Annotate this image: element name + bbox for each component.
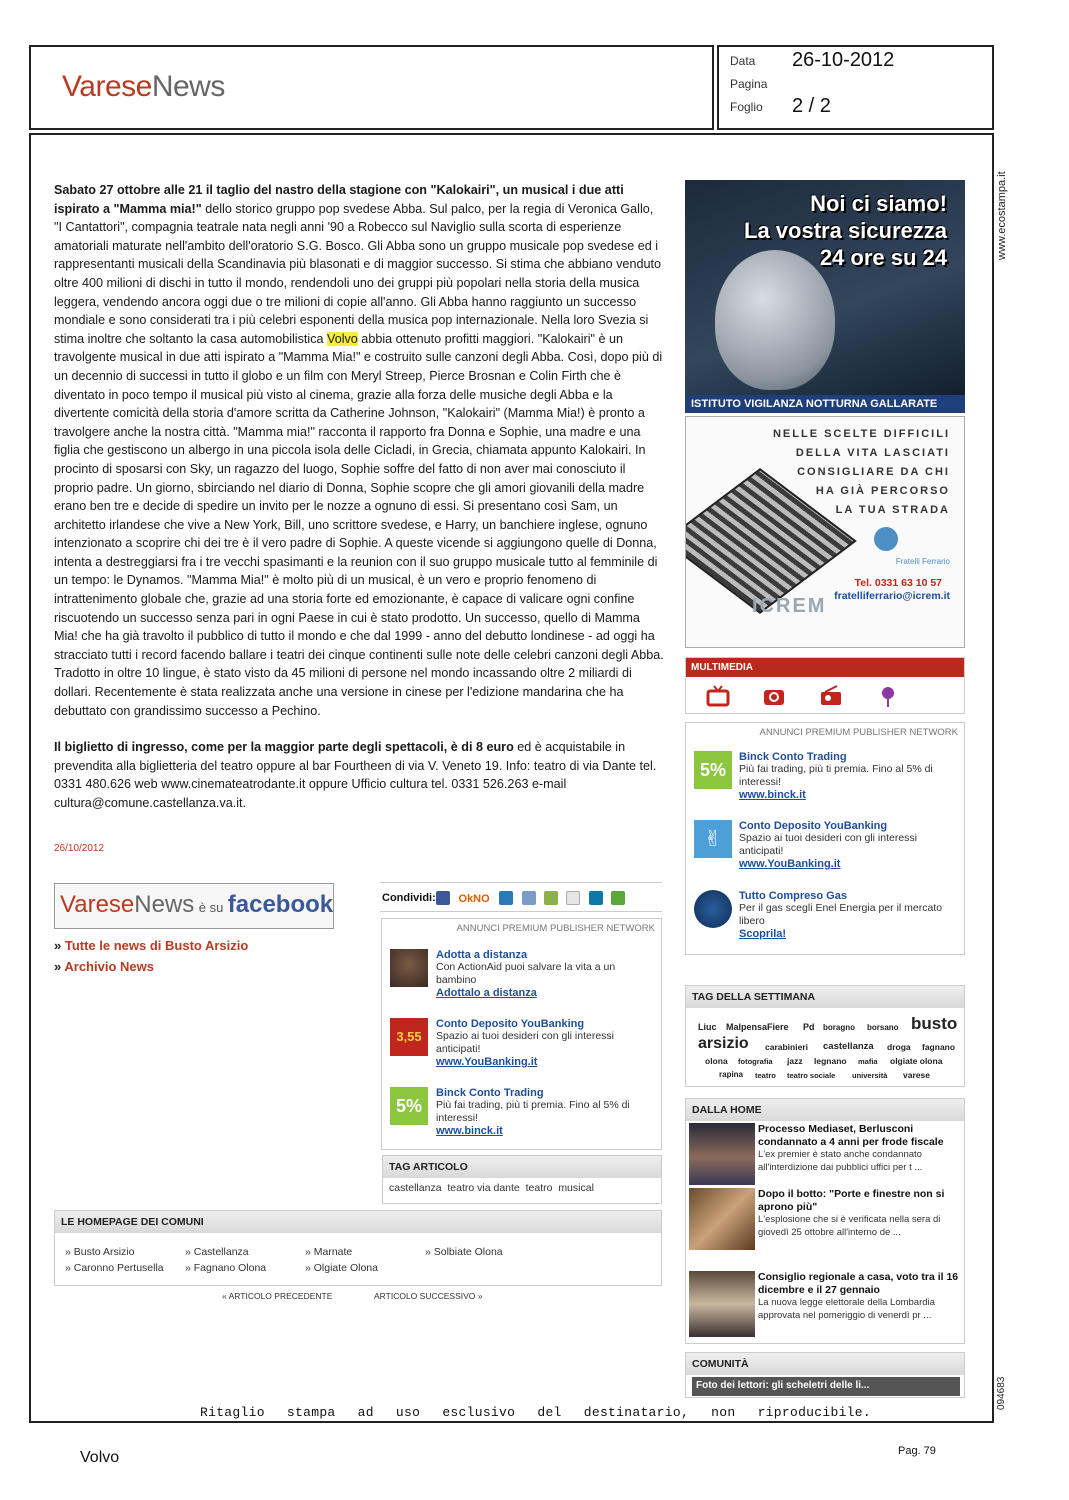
article-paragraph-2: Il biglietto di ingresso, come per la maggior parte degli spettacoli, è di 8 euro ed è acquistabile in prevendita alla biglietteria del teatro oppure al bar Fourtheen di via V. Veneto 19. Info: teatro di via Dante tel. 0331 480.626 web www.cinemateatrodante.it oppure Ufficio cultura tel. 0331 526.263 e-mail cultura@comune.castellanza.va.it.	[54, 740, 657, 810]
tag-link[interactable]: musical	[558, 1182, 594, 1194]
comune-link[interactable]: » Busto Arsizio	[65, 1246, 135, 1258]
comunita-item[interactable]: Foto dei lettori: gli scheletri delle li...	[692, 1377, 960, 1396]
tag-link[interactable]: Liuc	[698, 1022, 717, 1032]
tag-link[interactable]: castellanza	[823, 1041, 874, 1052]
tag-link[interactable]: teatro	[525, 1182, 553, 1194]
facebook-banner[interactable]: VareseNews è su facebook	[54, 883, 334, 929]
tag-settimana-title: TAG DELLA SETTIMANA	[686, 986, 964, 1008]
dalla-home-box	[685, 1098, 965, 1344]
prev-article-link[interactable]: « ARTICOLO PRECEDENTE	[222, 1291, 333, 1301]
tag-link[interactable]: università	[852, 1071, 888, 1080]
percent-badge-icon: 5%	[390, 1087, 428, 1125]
tag-link[interactable]: droga	[887, 1042, 911, 1052]
reproduction-note: Ritaglio stampa ad uso esclusivo del destinatario, non riproducibile.	[200, 1405, 871, 1420]
share-label: Condividi:	[382, 892, 436, 904]
tag-link[interactable]: legnano	[814, 1056, 847, 1066]
icrem-logo: ICREM	[752, 595, 827, 617]
tag-link[interactable]: varese	[903, 1070, 930, 1080]
okno-share-button[interactable]: OkNO	[458, 893, 490, 905]
police-badge-icon	[715, 250, 835, 390]
side-url: www.ecostampa.it	[996, 171, 1008, 260]
tv-icon[interactable]	[706, 684, 730, 708]
news-photo[interactable]	[689, 1188, 755, 1250]
tag-link[interactable]: teatro sociale	[787, 1071, 836, 1080]
delicious-share-icon[interactable]	[522, 891, 536, 905]
facebook-share-icon[interactable]	[436, 891, 450, 905]
tag-link[interactable]: fagnano	[922, 1042, 956, 1052]
tag-link[interactable]: busto	[911, 1014, 958, 1033]
podcast-icon[interactable]	[876, 684, 900, 708]
link-archivio-news[interactable]: » Archivio News	[54, 959, 154, 974]
footer-keyword: Volvo	[80, 1449, 120, 1466]
hand-icon: ✌	[694, 820, 732, 858]
ad-item[interactable]: Adotta a distanza Con ActionAid puoi salvare la vita a un bambino Adottalo a distanza	[390, 949, 658, 999]
ads-panel-right	[685, 722, 965, 955]
camera-icon[interactable]	[762, 684, 786, 708]
tag-link[interactable]: olgiate olona	[890, 1056, 943, 1066]
foglio-value: 2 / 2	[792, 95, 831, 117]
tag-link[interactable]: teatro via dante	[447, 1182, 520, 1194]
side-code: 094683	[996, 1376, 1007, 1410]
comune-link[interactable]: » Castellanza	[185, 1246, 249, 1258]
ads-header: ANNUNCI PREMIUM PUBLISHER NETWORK	[456, 923, 655, 934]
share-bar	[380, 882, 662, 912]
ad-icrem-banner[interactable]: NELLE SCELTE DIFFICILI DELLA VITA LASCIATI CONSIGLIARE DA CHI HA GIÀ PERCORSO LA TUA STRADA Fratelli Ferrario Tel. 0331 63 10 57 fratelliferrario@icrem.it ICREM	[685, 416, 965, 648]
tag-link[interactable]: arsizio	[698, 1035, 749, 1052]
comunita-box	[685, 1352, 965, 1398]
rate-badge-icon: 3,55	[390, 1018, 428, 1056]
news-item[interactable]: Consiglio regionale a casa, voto tra il 16 dicembre e il 27 gennaio La nuova legge elettorale della Lombardia approvata nel pomeriggio di venerdì pr ...	[758, 1271, 959, 1321]
multimedia-box	[685, 657, 965, 714]
ferrario-logo-icon	[874, 527, 898, 551]
tag-articolo-title: TAG ARTICOLO	[383, 1156, 661, 1178]
tag-link[interactable]: castellanza	[389, 1182, 442, 1194]
linkedin-share-icon[interactable]	[589, 891, 603, 905]
comune-link[interactable]: » Solbiate Olona	[425, 1246, 503, 1258]
article-body	[54, 181, 664, 831]
comune-link[interactable]: » Fagnano Olona	[185, 1262, 267, 1274]
comuni-title: LE HOMEPAGE DEI COMUNI	[55, 1211, 661, 1233]
news-item[interactable]: Dopo il botto: "Porte e finestre non si aprono più" L'esplosione che si è verificata nella sera di giovedì 25 ottobre all'interno de ...	[758, 1188, 945, 1238]
comune-link[interactable]: » Marnate	[305, 1246, 353, 1258]
foglio-label: Foglio	[730, 100, 763, 114]
tag-link[interactable]: olona	[705, 1056, 728, 1066]
stumble-share-icon[interactable]	[566, 891, 580, 905]
child-photo-icon	[390, 949, 428, 987]
comuni-box	[54, 1210, 662, 1286]
ad-item[interactable]: 5% Binck Conto Trading Più fai trading, più ti premia. Fino al 5% di interessi! www.binck.it	[694, 751, 962, 801]
twitter-share-icon[interactable]	[499, 891, 513, 905]
next-article-link[interactable]: ARTICOLO SUCCESSIVO »	[374, 1291, 483, 1301]
ad-item[interactable]: 3,55 Conto Deposito YouBanking Spazio ai tuoi desideri con gli interessi anticipati! www.YouBanking.it	[390, 1018, 658, 1068]
varesenews-logo[interactable]: VareseNews	[62, 70, 225, 103]
article-paragraph-1: Sabato 27 ottobre alle 21 il taglio del nastro della stagione con "Kalokairi", un musical i due atti ispirato a "Mamma mia!" dello storico gruppo pop svedese Abba. Sul palco, per la regia di Veronica Gallo, "I Cantattori", compagnia teatrale nata negli anni '90 a Robecco sul Naviglio sulla scorta di esperienze amatoriali maturate nell'ambito dell'oratorio S.G. Bosco. Gli Abba sono un gruppo musicale pop svedese ed i rappresentanti musicali della Scandinavia più blasonati e di maggior successo. Si stima che abbiano venduto oltre 400 milioni di dischi in tutto il mondo, rendendoli uno dei gruppi più popolari nella storia della musica leggera, vendendo ancora oggi due o tre milioni di copie all'anno. Gli Abba hanno raggiunto un successo mondiale e sono considerati tra i più celebri esponenti della musica pop internazionale. Nella loro Svezia si stima inoltre che soltanto la casa automobilistica Volvo abbia ottenuto profitti maggiori. "Kalokairi" è un travolgente musical in due atti ispirato a "Mamma Mia!" e costruito sulle canzoni degli Abba. Così, dopo più di un decennio di successi in tutto il globo e un film con Meryl Streep, Pierce Brosnan e Colin Firth che è diventato in poco tempo il musical più visto al cinema, grazie alla forza delle musiche degli Abba e la divertente comicità della storia d'amore scritta da Catherine Johnson, "Kalokairi" (Mamma Mia!) è pronto a travolgere anche la nostra città. "Mamma mia!" racconta il rapporto fra Donna e Sophie, una madre e una figlia che gestiscono un albergo in una piccola isola delle Cicladi, in Grecia, chiamata appunto Kalokairi. In procinto di sposarsi con Sky, un ragazzo del luogo, Sophie soffre del fatto di non aver mai conosciuto il proprio padre. Un giorno, sbirciando nel diario di Donna, Sophie scopre che gli amori giovanili della madre erano ben tre e decide di spedire un invito per le nozze a ognuno di essi. Si presentano così Sam, un architetto irlandese che vive a New York, Bill, uno scrittore svedese, e Harry, un banchiere inglese, ognuno intenzionato a scoprire chi dei tre è il vero padre di Sophie. A queste vicende si aggiungono quelle di Donna, intenta a destreggiarsi fra i tre vecchi spasimanti e la reunion con il suo gruppo musicale tutto al femminile di un tempo: le Dynamos. "Mamma Mia!" è molto più di un musical, è un vero e proprio fenomeno di intrattenimento globale che, grazie ad una storia forte ed emozionante, è capace di valicare ogni confine riscuotendo un successo senza pari in ogni Paese in cui è stato prodotto. Un successo, quello di Mamma Mia! che ha già travolto il pubblico di tutto il mondo e che dal 1999 - anno del debutto londinese - ad oggi ha stracciato tutti i record facendo ballare i teatri dei cinque continenti sulle note delle celebri canzoni degli Abba. Tradotto in oltre 10 lingue, è stato visto da 45 milioni di persone nel mondo incassando oltre 2 miliardi di dollari. Recentemente è stata realizzata anche una versione in cinese per l'edizione mandarina che ha debuttato con grandissimo successo a Pechino.	[54, 183, 664, 718]
tag-link[interactable]: borsano	[867, 1023, 899, 1032]
ads-header: ANNUNCI PREMIUM PUBLISHER NETWORK	[759, 727, 958, 738]
tag-link[interactable]: MalpensaFiere	[726, 1022, 789, 1032]
ad-item[interactable]: ✌ Conto Deposito YouBanking Spazio ai tuoi desideri con gli interessi anticipati! www.YouBanking.it	[694, 820, 962, 870]
dalla-home-title: DALLA HOME	[686, 1099, 964, 1121]
news-photo[interactable]	[689, 1123, 755, 1185]
tag-link[interactable]: Pd	[803, 1022, 815, 1032]
gas-badge-icon	[694, 890, 732, 928]
tag-link[interactable]: jazz	[787, 1056, 803, 1066]
tag-settimana-box	[685, 985, 965, 1087]
footer-page-number: Pag. 79	[898, 1445, 936, 1457]
tag-link[interactable]: mafia	[858, 1057, 878, 1066]
percent-badge-icon: 5%	[694, 751, 732, 789]
ad-item[interactable]: Tutto Compreso Gas Per il gas scegli Enel Energia per il mercato libero Scoprila!	[694, 890, 962, 940]
ad-vigilanza-banner[interactable]: Noi ci siamo! La vostra sicurezza 24 ore su 24 ISTITUTO VIGILANZA NOTTURNA GALLARATE	[685, 180, 965, 413]
article-date: 26/10/2012	[54, 843, 105, 854]
news-item[interactable]: Processo Mediaset, Berlusconi condannato a 4 anni per frode fiscale L'ex premier è stato anche condannato all'interdizione dai pubblici uffici per t ...	[758, 1123, 944, 1173]
tag-link[interactable]: rapina	[719, 1070, 744, 1079]
data-value: 26-10-2012	[792, 49, 895, 71]
link-busto-news[interactable]: » Tutte le news di Busto Arsizio	[54, 938, 249, 953]
tag-link[interactable]: teatro	[755, 1071, 776, 1080]
tag-link[interactable]: carabinieri	[765, 1042, 808, 1052]
digg-share-icon[interactable]	[544, 891, 558, 905]
ad-item[interactable]: 5% Binck Conto Trading Più fai trading, più ti premia. Fino al 5% di interessi! www.binck.it	[390, 1087, 658, 1137]
tag-link[interactable]: fotografia	[738, 1057, 773, 1066]
highlight-volvo: Volvo	[327, 331, 358, 346]
comune-link[interactable]: » Caronno Pertusella	[65, 1262, 164, 1274]
comune-link[interactable]: » Olgiate Olona	[305, 1262, 378, 1274]
ads-panel-left	[381, 918, 662, 1150]
data-label: Data	[730, 54, 756, 68]
tag-link[interactable]: boragno	[823, 1023, 855, 1032]
generic-share-icon[interactable]	[611, 891, 625, 905]
radio-icon[interactable]	[819, 684, 843, 708]
tag-articolo-box	[382, 1155, 662, 1204]
multimedia-title: MULTIMEDIA	[686, 658, 964, 677]
news-photo[interactable]	[689, 1271, 755, 1337]
comunita-title: COMUNITÀ	[686, 1353, 964, 1375]
pagina-label: Pagina	[730, 77, 768, 91]
